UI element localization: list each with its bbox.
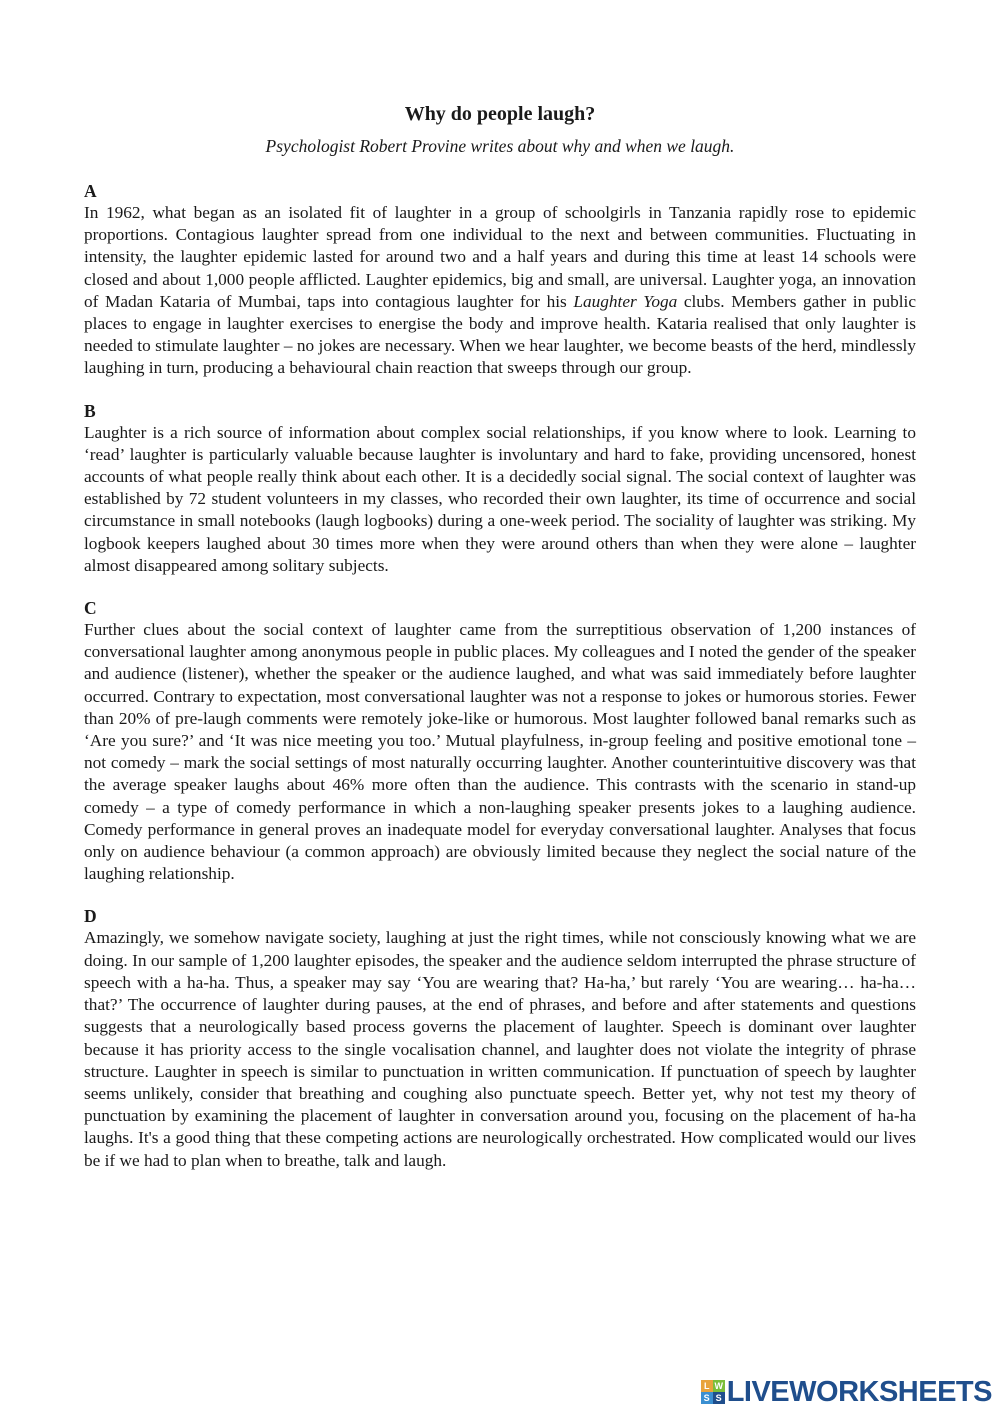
logo-tile-3: S — [701, 1392, 713, 1404]
section-a — [84, 180, 916, 380]
liveworksheets-logo-icon — [701, 1380, 725, 1404]
section-a-italic-term: Laughter Yoga — [573, 291, 678, 311]
watermark-text: LIVEWORKSHEETS — [726, 1375, 992, 1408]
section-c — [84, 597, 916, 885]
section-d — [84, 905, 916, 1171]
logo-tile-2: W — [714, 1381, 723, 1391]
section-b-heading: B — [84, 400, 96, 421]
section-c-paragraph: Further clues about the social context of laughter came from the surreptitious observation of 1,200 instances of conversational laughter among anonymous people in public places. My colleagues and I noted the gender of the speaker and audience (listener), whether the speaker or the audience laughed, and what was said immediately before laughter occurred. Contrary to expectation, most conversational laughter was not a response to jokes or humorous stories. Fewer than 20% of pre-laugh comments were remotely joke-like or humorous. Most laughter followed banal remarks such as ‘Are you sure?’ and ‘It was nice meeting you too.’ Mutual playfulness, in-group feeling and positive emotional tone – not comedy – mark the social settings of most naturally occurring laughter. Another counterintuitive discovery was that the average speaker laughs about 46% more often than the audience. This contrasts with the scenario in stand-up comedy – a type of comedy performance in which a non-laughing speaker presents jokes to a laughing audience. Comedy performance in general proves an inadequate model for everyday conversational laughter. Analyses that focus only on audience behaviour (a common approach) are obviously limited because they neglect the social nature of the laughing relationship. — [84, 620, 916, 884]
logo-tile-4: S — [713, 1392, 725, 1404]
logo-tile-1: L — [701, 1380, 713, 1392]
liveworksheets-watermark — [701, 1375, 992, 1409]
section-a-heading: A — [84, 181, 97, 201]
section-d-heading: D — [84, 906, 97, 927]
worksheet-page — [84, 100, 916, 1172]
page-subtitle: Psychologist Robert Provine writes about why and when we laugh. — [265, 136, 735, 156]
section-a-paragraph — [84, 202, 916, 380]
section-a-text-1: In 1962, what began as an isolated fit of laughter in a group of schoolgirls in Tanzania rapidly rose to epidemic proportions. Contagious laughter spread from one individual to the next and between communities. Fluctuating in intensity, the laughter epidemic lasted for around two and a half years and during this time at least 14 schools were closed and about 1,000 people afflicted. Laughter epidemics, big and small, are universal. Laughter yoga, an innovation of Madan Kataria of Mumbai, taps into contagious laughter for his — [84, 203, 916, 311]
section-c-heading: C — [84, 598, 97, 619]
page-title: Why do people laugh? — [404, 103, 596, 125]
section-d-paragraph: Amazingly, we somehow navigate society, laughing at just the right times, while not consciously knowing what we are doing. In our sample of 1,200 laughter episodes, the speaker and the audience seldom interrupted the phrase structure of speech with a ha-ha. Thus, a speaker may say ‘You are wearing that? Ha-ha,’ but rarely ‘You are wearing… ha-ha… that?’ The occurrence of laughter during pauses, at the end of phrases, and before and after statements and questions suggests that a neurologically based process governs the placement of laughter. Speech is dominant over laughter because it has priority access to the single vocalisation channel, and laughter does not violate the integrity of phrase structure. Laughter in speech is similar to punctuation in written communication. If punctuation of speech by laughter seems unlikely, consider that breathing and coughing also punctuate speech. Better yet, why not test my theory of punctuation by examining the placement of laughter in conversation around you, focusing on the placement of ha-ha laughs. It's a good thing that these competing actions are neurologically orchestrated. How complicated would our lives be if we had to plan when to breathe, talk and laugh. — [84, 928, 916, 1170]
section-a-text-2: clubs. Members gather in public places to engage in laughter exercises to energise the body and improve health. Kataria realised that only laughter is needed to stimulate laughter – no jokes are necessary. When we hear laughter, we become beasts of the herd, mindlessly laughing in turn, producing a behavioural chain reaction that sweeps through our group. — [84, 291, 917, 378]
section-b — [84, 400, 916, 577]
section-b-paragraph: Laughter is a rich source of information about complex social relationships, if you know where to look. Learning to ‘read’ laughter is particularly valuable because laughter is involuntary and hard to fake, providing uncensored, honest accounts of what people really think about each other. It is a decidedly social signal. The social context of laughter was established by 72 student volunteers in my classes, who recorded their own laughter, its time of occurrence and social circumstance in small notebooks (laugh logbooks) during a one-week period. The sociality of laughter was striking. My logbook keepers laughed about 30 times more when they were around others than when they were alone – laughter almost disappeared among solitary subjects. — [84, 422, 916, 575]
